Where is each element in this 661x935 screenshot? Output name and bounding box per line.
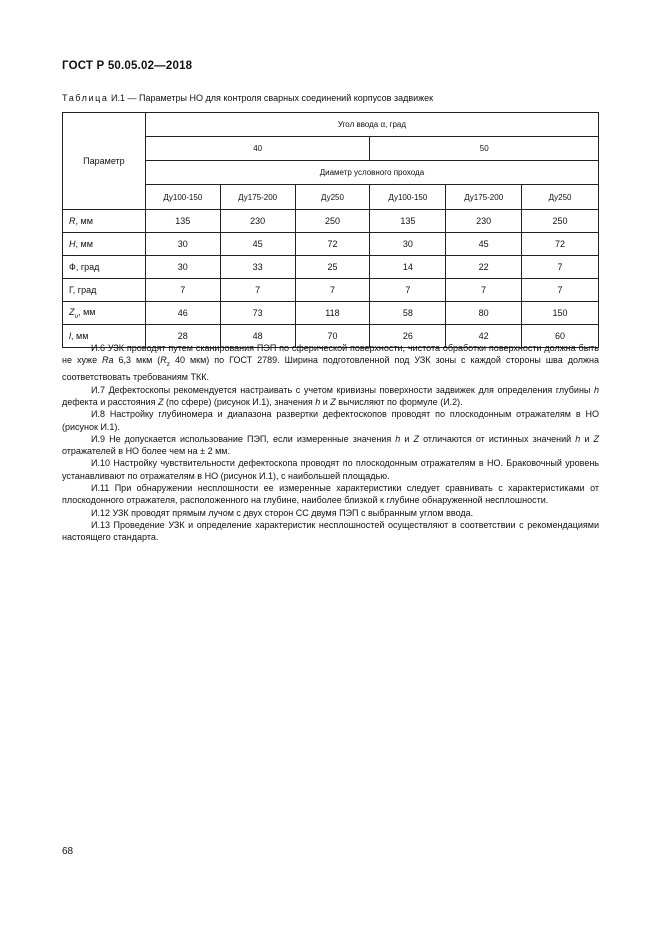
paragraph-i6 xyxy=(62,342,599,384)
row-label xyxy=(63,233,146,256)
column-header: Ду175-200 xyxy=(220,185,295,210)
table-cell: 118 xyxy=(295,302,370,325)
column-header: Ду100-150 xyxy=(370,185,446,210)
row-symbol: R xyxy=(69,216,76,226)
table-cell: 33 xyxy=(220,256,295,279)
text-run: Z xyxy=(593,433,600,444)
table-cell: 46 xyxy=(145,302,220,325)
table-cell: 26 xyxy=(370,325,446,348)
table-row xyxy=(63,210,599,233)
row-label xyxy=(63,302,146,325)
paragraph-i7 xyxy=(62,384,599,409)
header-angle: Угол ввода α, град xyxy=(145,113,598,137)
text-run: h xyxy=(575,433,581,444)
header-parameter: Параметр xyxy=(63,113,146,210)
text-run: z xyxy=(166,361,171,369)
text-run: (по сфере) (рисунок И.1), значения xyxy=(163,396,316,407)
table-row xyxy=(63,279,599,302)
text-run: h xyxy=(315,396,321,407)
document-code: ГОСТ Р 50.05.02—2018 xyxy=(62,60,193,72)
page-number: 68 xyxy=(62,846,74,857)
table-cell: 25 xyxy=(295,256,370,279)
paragraph-i9 xyxy=(62,433,599,458)
table-cell: 7 xyxy=(522,279,599,302)
text-run: И.7 Дефектоскопы рекомендуется настраивать с учетом кривизны поверхности задвижек для определения глубины xyxy=(91,384,594,395)
row-unit: , град xyxy=(72,285,97,295)
paragraph-i11: И.11 При обнаружении несплошности ее измеренные характеристики следует сравнивать с характеристиками от плоскодонного отражателя, расположенного на глубине, наиболее близкой к глубине обнаруженной несплошности. xyxy=(62,483,599,506)
row-label xyxy=(63,279,146,302)
paragraph-i10: И.10 Настройку чувствительности дефектоскопа проводят по плоскодонным отражателям в НО. Браковочный уровень устанавливают по отражателям в НО (рисунок И.1), с наибольшей площадью. xyxy=(62,458,599,481)
paragraph-i8: И.8 Настройку глубиномера и диапазона развертки дефектоскопов проводят по плоскодонным отражателям в НО (рисунок И.1). xyxy=(62,409,599,432)
table-row xyxy=(63,256,599,279)
row-label xyxy=(63,210,146,233)
table-cell: 7 xyxy=(522,256,599,279)
text-run: R xyxy=(160,355,167,366)
table-caption-word: Таблица xyxy=(62,93,109,103)
header-angle-50: 50 xyxy=(370,137,599,161)
row-label xyxy=(63,256,146,279)
text-run: отражателей в НО более чем на ± 2 мм. xyxy=(62,446,230,457)
table-cell: 60 xyxy=(522,325,599,348)
table-cell: 45 xyxy=(446,233,522,256)
table-cell: 72 xyxy=(295,233,370,256)
table-cell: 150 xyxy=(522,302,599,325)
table-cell: 135 xyxy=(145,210,220,233)
text-run: h xyxy=(395,433,401,444)
text-run: Ra xyxy=(102,355,114,366)
table-row xyxy=(63,302,599,325)
row-unit: , мм xyxy=(78,306,96,317)
table-cell: 30 xyxy=(370,233,446,256)
text-run: И.6 УЗК проводят путем сканирования ПЭП по сферической поверхности, чистота обработки поверхности должна быть не хуже xyxy=(62,343,599,366)
header-angle-40: 40 xyxy=(145,137,370,161)
text-run: и xyxy=(580,433,594,444)
text-run: Z xyxy=(330,396,336,407)
text-run: И.9 Не допускается использование ПЭП, если измеренные значения xyxy=(91,433,396,444)
table-cell: 48 xyxy=(220,325,295,348)
column-header: Ду100-150 xyxy=(145,185,220,210)
row-unit: , град xyxy=(75,262,100,272)
row-symbol: Ф xyxy=(69,262,76,272)
table-cell: 22 xyxy=(446,256,522,279)
table-cell: 80 xyxy=(446,302,522,325)
text-run: отличаются от истинных значений xyxy=(419,433,576,444)
parameters-table xyxy=(62,112,599,348)
header-diameter: Диаметр условного прохода xyxy=(145,161,598,185)
paragraph-i13: И.13 Проведение УЗК и определение характеристик несплошностей осуществляют в соответствии с рекомендациями настоящего стандарта. xyxy=(62,519,599,543)
table-cell: 7 xyxy=(220,279,295,302)
text-run: и xyxy=(400,433,414,444)
paragraph-i12: И.12 УЗК проводят прямым лучом с двух сторон СС двумя ПЭП с выбранным углом ввода. xyxy=(91,507,474,518)
table-caption xyxy=(62,93,433,103)
row-symbol: l xyxy=(69,331,71,341)
table-cell: 230 xyxy=(220,210,295,233)
table-cell: 28 xyxy=(145,325,220,348)
table-cell: 230 xyxy=(446,210,522,233)
table-cell: 7 xyxy=(446,279,522,302)
table-cell: 30 xyxy=(145,233,220,256)
table-cell: 7 xyxy=(295,279,370,302)
text-run: Z xyxy=(158,396,164,407)
row-unit: , мм xyxy=(75,239,93,249)
row-unit: , мм xyxy=(75,216,93,226)
text-run: дефекта и расстояния xyxy=(62,396,159,407)
table-caption-text: И.1 — Параметры НО для контроля сварных соединений корпусов задвижек xyxy=(108,93,434,103)
table-cell: 135 xyxy=(370,210,446,233)
table-cell: 250 xyxy=(295,210,370,233)
table-cell: 14 xyxy=(370,256,446,279)
text-run: 6,3 мкм ( xyxy=(113,355,161,366)
column-header: Ду250 xyxy=(295,185,370,210)
table-cell: 7 xyxy=(370,279,446,302)
table-cell: 73 xyxy=(220,302,295,325)
table-cell: 72 xyxy=(522,233,599,256)
table-cell: 42 xyxy=(446,325,522,348)
table-cell: 250 xyxy=(522,210,599,233)
text-run: вычисляют по формуле (И.2). xyxy=(335,396,463,407)
row-unit: , мм xyxy=(71,331,89,341)
table-cell: 70 xyxy=(295,325,370,348)
table-cell: 45 xyxy=(220,233,295,256)
row-symbol: H xyxy=(69,239,76,249)
table-cell: 58 xyxy=(370,302,446,325)
row-symbol: Z xyxy=(69,306,75,317)
row-symbol-subscript: υ xyxy=(74,312,79,320)
column-header: Ду250 xyxy=(522,185,599,210)
table-row xyxy=(63,233,599,256)
text-run: h xyxy=(593,384,599,395)
column-header: Ду175-200 xyxy=(446,185,522,210)
text-run: и xyxy=(320,396,331,407)
text-run: Z xyxy=(413,433,420,444)
text-run: 40 мкм) по ГОСТ 2789. Ширина подготовленной под УЗК зоны с каждой стороны шва должна соответствовать требованиям ТКК. xyxy=(62,355,600,383)
table-cell: 30 xyxy=(145,256,220,279)
table-cell: 7 xyxy=(145,279,220,302)
row-symbol: Г xyxy=(69,285,73,295)
body-text xyxy=(62,342,599,544)
